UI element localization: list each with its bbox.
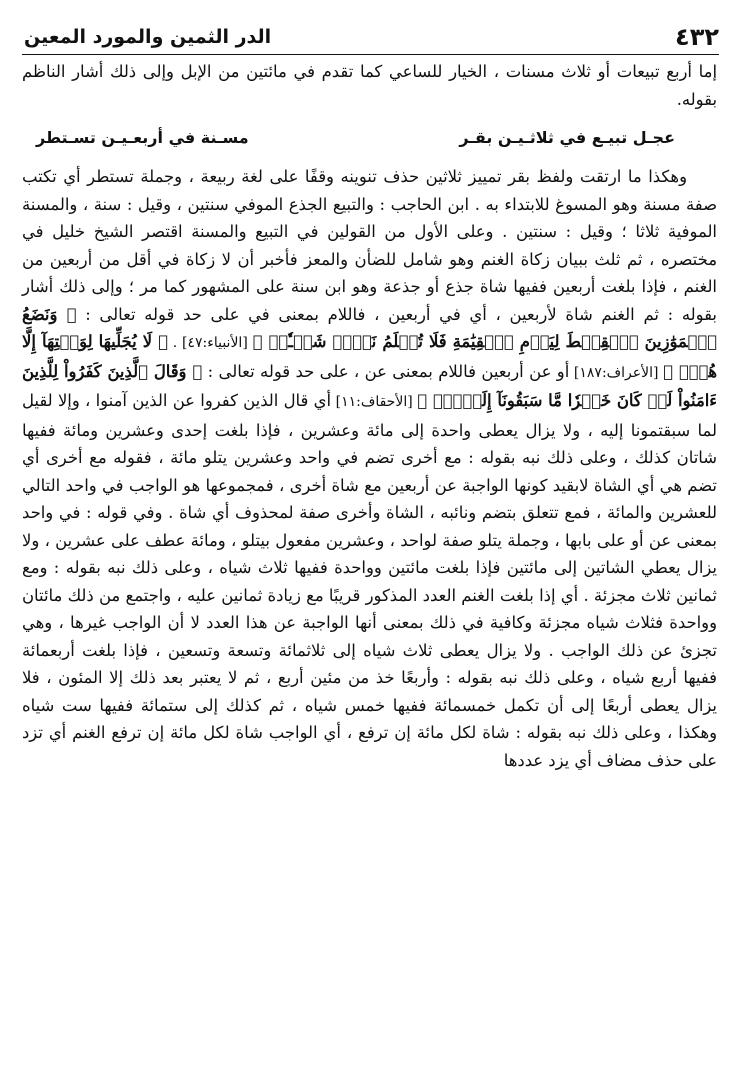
quran-quote: ﴿ لَا يُجَلِّيهَا لِوَقۡتِهَآ إِلَّا هُوَۚ ﴾	[22, 332, 717, 381]
commentary-text: وهكذا ما ارتقت ولفظ بقر تمييز ثلاثين حذف تنوينه وقفًا على لغة ربيعة ، وجملة تستطر أي تكتب صفة مسنة وهو المسوغ للابتداء به . ابن الحاجب : والتبيع الجذع الموفي سنتين ، وقيل : سنة ، والمسنة الموفية ثلاثا ؛ وقيل : سنتين . وعلى الأول من القولين في التبيع والمسنة اقتصر الشيخ خليل في مختصره ، ثم ثلث ببيان زكاة الغنم وهو شامل للضأن والمعز فأخبر أن لا زكاة في أقل من أربعين من الغنم ، فإذا بلغت أربعين ففيها شاة جذع أو جذعة وهو ابن سنة على المشهور كما مر ؛ وإلى ذلك أشار بقوله : ثم الغنم شاة لأربعين ، أي في أربعين ، فاللام بمعنى في على حد قوله تعالى :	[22, 167, 717, 324]
intro-paragraph	[22, 58, 717, 113]
commentary-text: أو عن أربعين فاللام بمعنى عن ، على حد قوله تعالى :	[202, 361, 570, 381]
book-title: الدر الثمين والمورد المعين	[24, 26, 272, 48]
quran-reference: [الأنبياء:٤٧] .	[167, 335, 253, 351]
verse-right-hemistich: عجـل تبيـع في ثلاثـيـن بقـر	[459, 128, 675, 147]
quran-reference: [الأحقاف:١١]	[331, 394, 418, 410]
body-text	[22, 58, 717, 774]
quran-quote: ﴿ وَقَالَ ٱلَّذِينَ كَفَرُواْ لِلَّذِينَ ءَامَنُواْ لَوۡ كَانَ خَيۡرٗا مَّا سَبَقُونَآ إِلَيۡهِۚ ﴾	[22, 361, 717, 410]
commentary-paragraph	[22, 163, 717, 774]
quran-reference: [الأعراف:١٨٧]	[569, 364, 664, 381]
intro-text: إما أربع تبيعات أو ثلاث مسنات ، الخيار للساعي كما تقدم في مائتين من الإبل وإلى ذلك أشار الناظم بقوله.	[22, 62, 717, 109]
quran-quote: ﴿ وَنَضَعُ ٱلۡمَوَٰزِينَ ٱلۡقِسۡطَ لِيَوۡمِ ٱلۡقِيَٰمَةِ فَلَا تُظۡلَمُ نَفۡسٞ شَيۡـٔٗاۖ ﴾	[22, 304, 717, 351]
page-number: ٤٣٢	[675, 23, 719, 51]
running-head	[22, 20, 719, 55]
poem-verse	[36, 123, 675, 153]
commentary-text: أي قال الذين كفروا عن الذين آمنوا ، وإلا لقيل لما سبقتمونا إليه ، ولا يزال يعطى واحدة إلى مائة وعشرين ، فإذا بلغت إحدى وعشرين ومائة ففيها شاتان كذلك ، وعلى ذلك نبه بقوله : مع أخرى تضم في واحد وعشرين يتلو مائة ، فقوله مع أخرى أي تضم هي أي الشاة لابقيد كونها الواجبة عن أربعين مع شاة أخرى ، فمجموعها هو الواجب في واحد التالي للعشرين والمائة ، فمع تتعلق بتضم ونائبه ، الشاة وأخرى صفة لمحذوف أي شاة . وفي قوله : في واحد بمعنى عن أو على بابها ، وجملة يتلو صفة لواحد ، وعشرين مفعول بيتلو ، ومائة عطف على عشرين ، ولا يزال يعطي الشاتين إلى مائتين فإذا بلغت مائتين وواحدة ففيها ثلاث شياه ، وعلى ذلك نبه بقوله : ومع ثمانين ثلاث مجزئة . أي إذا بلغت الغنم العدد المذكور قريبًا مع زيادة ثمانين عليه ، واجتمع من ذلك مائتان وواحدة فثلاث شياه مجزئة وكافية في ذلك بمعنى أنها الواجبة عن هذا العدد لا أن الواجب غيرها ، وهي تجزئ عن ذلك الواجب . ولا يزال يعطى ثلاث شياه إلى ثلاثمائة وتسعة وتسعين ، فإذا بلغت أربعمائة ففيها أربع شياه ، وعلى ذلك نبه بقوله : وأربعًا خذ من مئين أربع ، ثم لا يعتبر بعد ذلك إلا المئون ، فلا يزال يعطى أربعًا إلى أن تكمل خمسمائة ففيها خمس شياه ، ثم كذلك إلى ستمائة ففيها ست شياه وهكذا ، وعلى ذلك نبه بقوله : شاة لكل مائة إن ترفع ، أي الواجب شاة لكل مائة إن ترفع الغنم أي تزد على حذف مضاف أي يزد عددها	[22, 391, 717, 770]
verse-left-hemistich: مسـنة في أربعـيـن تسـتطر	[36, 128, 249, 147]
